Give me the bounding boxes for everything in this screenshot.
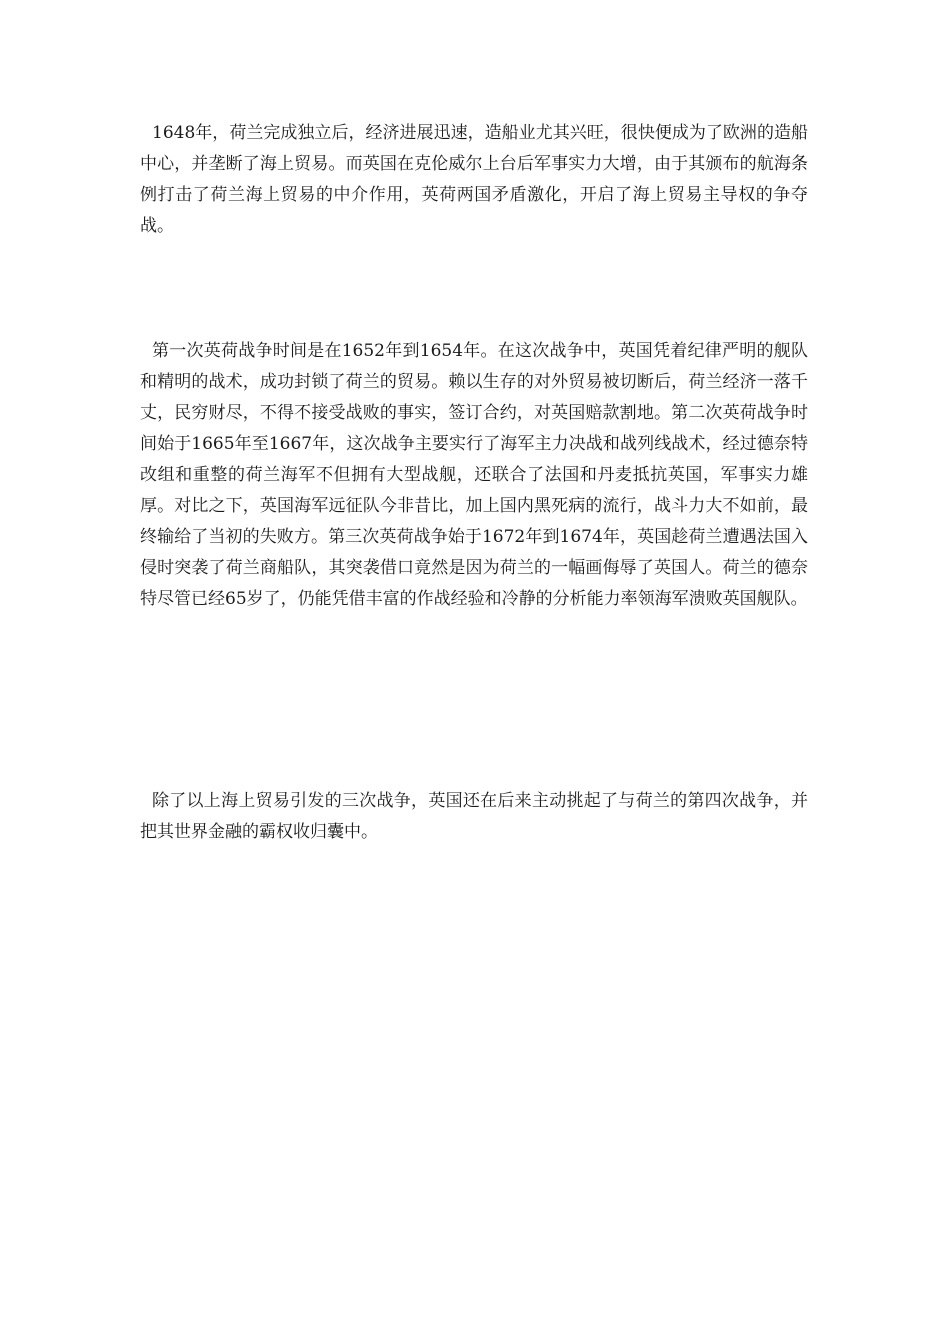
paragraph-fourth-war: 除了以上海上贸易引发的三次战争，英国还在后来主动挑起了与荷兰的第四次战争，并把其世界金融的霸权收归囊中。 [140, 791, 808, 842]
paragraph-anglo-dutch-wars: 第一次英荷战争时间是在1652年到1654年。在这次战争中，英国凭着纪律严明的舰队和精明的战术，成功封锁了荷兰的贸易。赖以生存的对外贸易被切断后，荷兰经济一落千丈，民穷财尽，不得不接受战败的事实，签订合约，对英国赔款割地。第二次英荷战争时间始于1665年至1667年，这次战争主要实行了海军主力决战和战列线战术，经过德奈特改组和重整的荷兰海军不但拥有大型战舰，还联合了法国和丹麦抵抗英国，军事实力雄厚。对比之下，英国海军远征队今非昔比，加上国内黑死病的流行，战斗力大不如前，最终输给了当初的失败方。第三次英荷战争始于1672年到1674年，英国趁荷兰遭遇法国入侵时突袭了荷兰商船队，其突袭借口竟然是因为荷兰的一幅画侮辱了英国人。荷兰的德奈特尽管已经65岁了，仍能凭借丰富的作战经验和冷静的分析能力率领海军溃败英国舰队。 [140, 341, 808, 609]
paragraph-dutch-independence: 1648年，荷兰完成独立后，经济进展迅速，造船业尤其兴旺，很快便成为了欧洲的造船中心，并垄断了海上贸易。而英国在克伦威尔上台后军事实力大增，由于其颁布的航海条例打击了荷兰海上贸易的中介作用，英荷两国矛盾激化，开启了海上贸易主导权的争夺战。 [140, 123, 808, 236]
